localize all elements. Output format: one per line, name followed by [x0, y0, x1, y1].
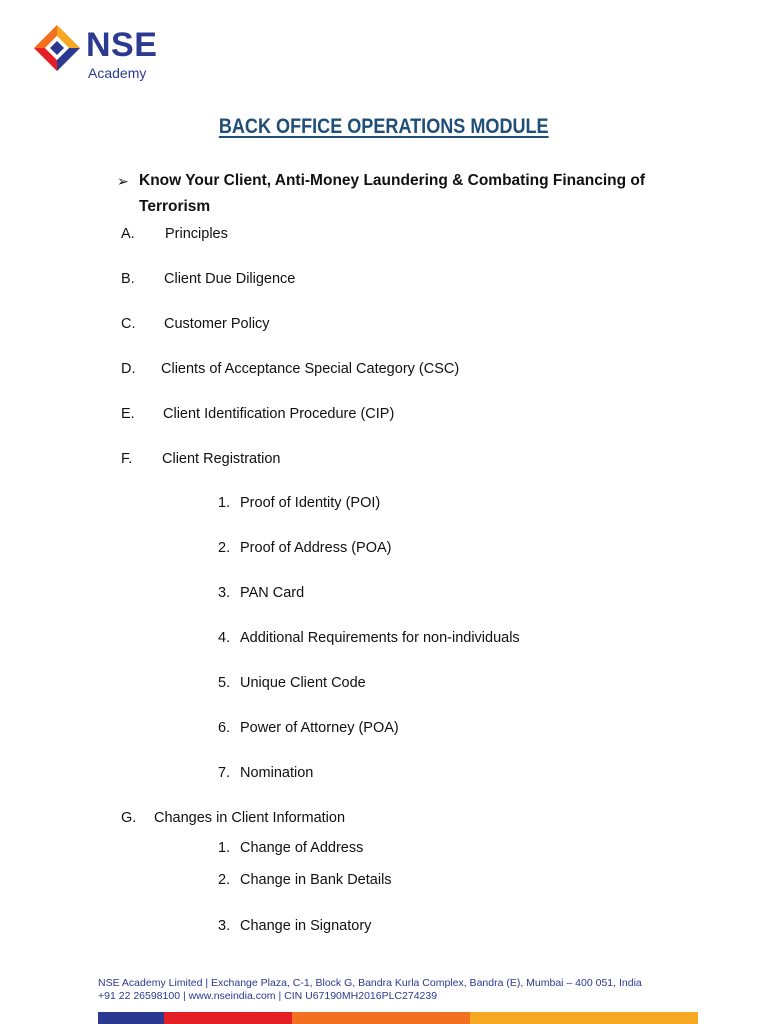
logo-brand-name: NSE	[86, 26, 158, 64]
nse-logo-icon	[34, 25, 80, 71]
section-heading	[117, 168, 677, 220]
section-heading-text: Know Your Client, Anti-Money Laundering & Combating Financing of Terrorism	[139, 172, 646, 215]
footer-bar-segment	[292, 1012, 470, 1024]
logo-brand-sub: Academy	[88, 65, 147, 81]
page-title: BACK OFFICE OPERATIONS MODULE	[219, 115, 549, 138]
footer-bar-segment	[164, 1012, 292, 1024]
nse-academy-logo	[34, 24, 184, 84]
footer-line-contact: +91 22 26598100 | www.nseindia.com | CIN U67190MH2016PLC274239	[98, 990, 438, 1002]
footer-bar-segment	[470, 1012, 698, 1024]
arrow-bullet-icon: ➢	[117, 173, 129, 189]
footer-address	[98, 977, 642, 1003]
footer-line-address: NSE Academy Limited | Exchange Plaza, C-1, Block G, Bandra Kurla Complex, Bandra (E), Mumbai – 400 051, India	[98, 977, 642, 989]
footer-color-bar	[98, 1012, 698, 1024]
footer-bar-segment	[98, 1012, 164, 1024]
